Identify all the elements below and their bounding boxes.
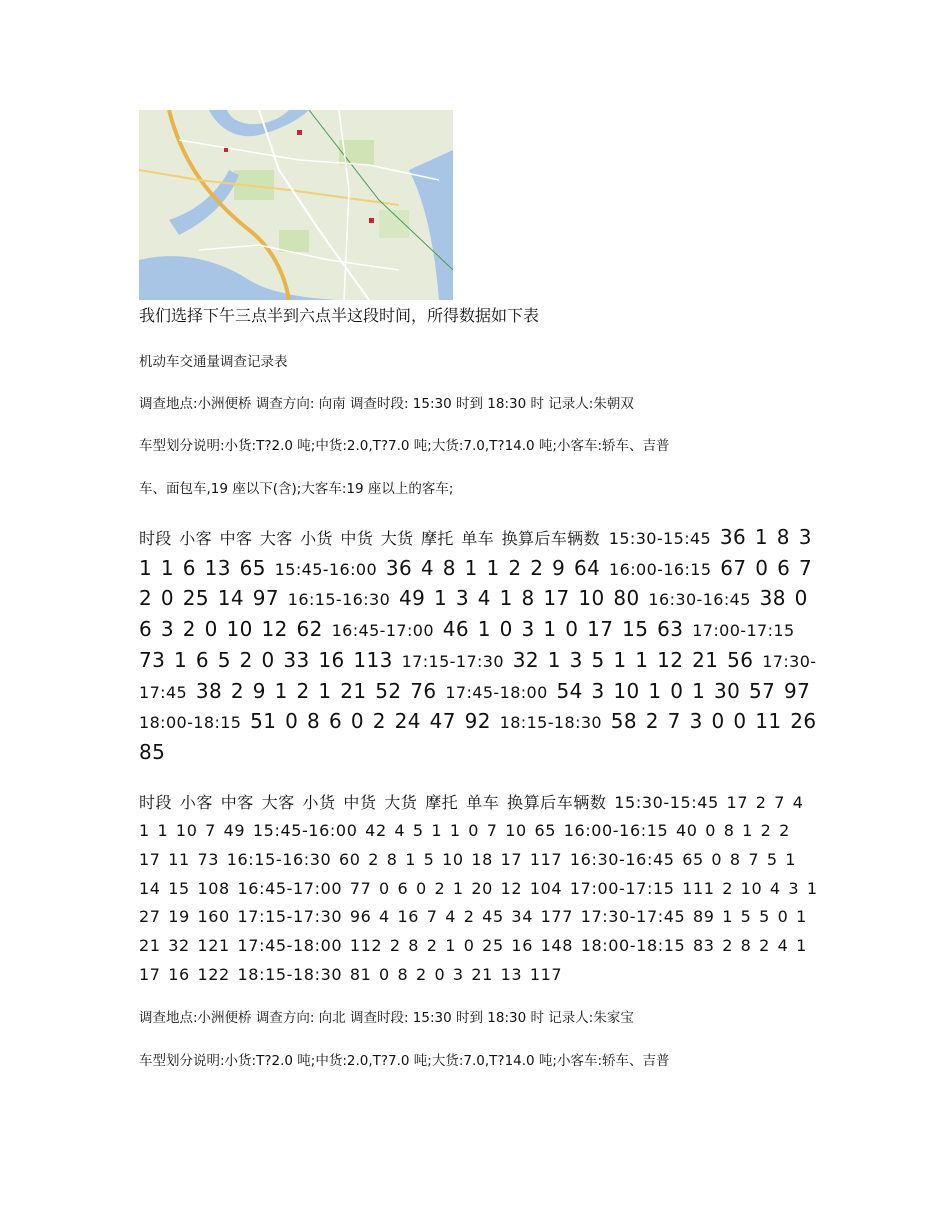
table-row: 17:00-17:15 111 2 10 4 3 1 27 19 160 [139, 878, 818, 927]
table-row: 16:15-16:30 49 1 3 4 1 8 17 10 80 [287, 586, 640, 611]
table-row: 15:30-15:45 17 2 7 4 1 1 10 7 49 [139, 792, 804, 841]
table-row: 17:45-18:00 54 3 10 1 0 1 30 57 97 [445, 678, 811, 703]
survey-info-north: 调查地点:小洲便桥 调查方向: 向北 调查时段: 15:30 时到 18:30 时 记录人:朱家宝 [139, 1009, 634, 1026]
table-row: 15:45-16:00 36 4 8 1 1 2 2 9 64 [274, 555, 601, 580]
table-row: 15:30-15:45 36 1 8 3 1 1 6 13 65 [139, 525, 812, 580]
table-row: 16:30-16:45 65 0 8 7 5 1 14 15 108 [139, 850, 797, 898]
table-row: 16:15-16:30 60 2 8 1 5 10 18 17 117 [226, 850, 563, 870]
map-image [139, 110, 453, 300]
table-row: 18:00-18:15 83 2 8 2 4 1 17 16 122 [139, 936, 807, 984]
table-title: 机动车交通量调查记录表 [139, 354, 288, 370]
table-headers: 时段 小客 中客 大客 小货 中货 大货 摩托 单车 换算后车辆数 [139, 529, 600, 548]
table-row: 17:30-17:45 89 1 5 5 0 1 21 32 121 [139, 907, 807, 956]
document-page [139, 110, 819, 1071]
table-row: 17:00-17:15 73 1 6 5 2 0 33 16 113 [139, 621, 795, 672]
table-row: 17:15-17:30 96 4 16 7 4 2 45 34 177 [237, 907, 573, 927]
table-row: 18:00-18:15 51 0 8 6 0 2 24 47 92 [139, 709, 491, 734]
table-headers: 时段 小客 中客 大客 小货 中货 大货 摩托 单车 换算后车辆数 [139, 792, 607, 812]
table-row: 16:00-16:15 40 0 8 1 2 2 17 11 73 [139, 821, 790, 870]
table-row: 17:30-17:45 38 2 9 1 2 1 21 52 76 [139, 651, 817, 703]
table-row: 15:45-16:00 42 4 5 1 1 0 7 10 65 [252, 821, 557, 841]
table-row: 18:15-18:30 58 2 7 3 0 0 11 26 85 [139, 709, 817, 764]
survey-info-south: 调查地点:小洲便桥 调查方向: 向南 调查时段: 15:30 时到 18:30 时 记录人:朱朝双 [139, 396, 634, 412]
traffic-table-south [139, 523, 819, 767]
vehicle-note-continued: 车、面包车,19 座以下(含);大客车:19 座以上的客车; [139, 481, 454, 497]
table-row: 16:45-17:00 77 0 6 0 2 1 20 12 104 [237, 878, 563, 898]
vehicle-note: 车型划分说明:小货:T?2.0 吨;中货:2.0,T?7.0 吨;大货:7.0,T?14.0 吨;小客车:轿车、吉普 [139, 438, 670, 454]
table-row: 18:15-18:30 81 0 8 2 0 3 21 13 117 [237, 964, 563, 984]
table-row: 16:45-17:00 46 1 0 3 1 0 17 15 63 [331, 617, 684, 642]
traffic-table-north [139, 789, 819, 990]
intro-text: 我们选择下午三点半到六点半这段时间，所得数据如下表 [139, 306, 540, 325]
table-row: 17:45-18:00 112 2 8 2 1 0 25 16 148 [237, 936, 573, 956]
vehicle-note-north: 车型划分说明:小货:T?2.0 吨;中货:2.0,T?7.0 吨;大货:7.0,T?14.0 吨;小客车:轿车、吉普 [139, 1052, 670, 1069]
table-row: 17:15-17:30 32 1 3 5 1 1 12 21 56 [401, 647, 754, 672]
table-row: 16:00-16:15 67 0 6 7 2 0 25 14 97 [139, 555, 813, 611]
table-row: 16:30-16:45 38 0 6 3 2 0 10 12 62 [139, 586, 808, 642]
